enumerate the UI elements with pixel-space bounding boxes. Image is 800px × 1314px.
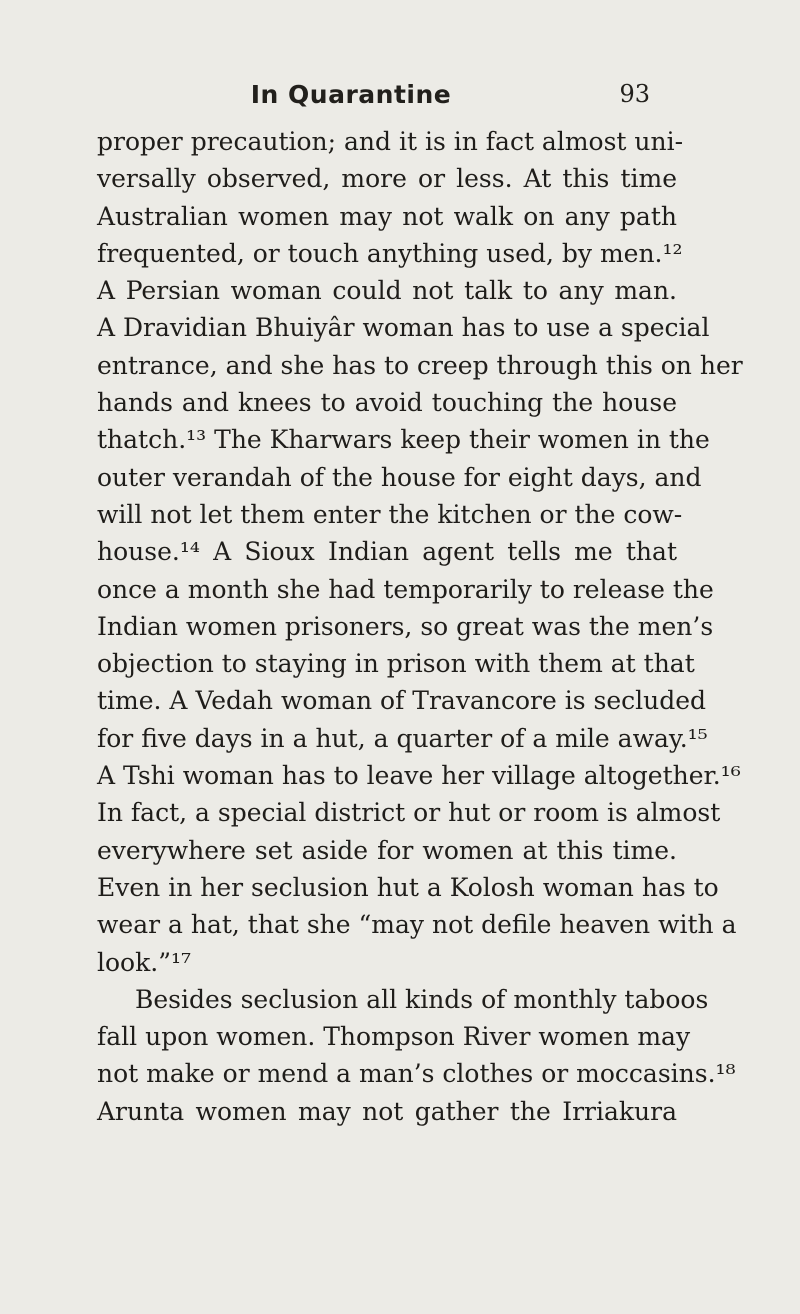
text-line: fall upon women. Thompson River women may [97,1022,691,1052]
text-line: proper precaution; and it is in fact almost uni- [97,127,684,156]
text-line: house.¹⁴ A Sioux Indian agent tells me that [97,537,677,567]
text-line: time. A Vedah woman of Travancore is secluded [97,686,707,716]
text-line: A Dravidian Bhuiyâr woman has to use a special [97,313,710,343]
text-line: everywhere set aside for women at this time. [97,835,677,865]
text-line: hands and knees to avoid touching the house [97,388,677,418]
text-line: Arunta women may not gather the Irriakura [97,1096,677,1126]
running-head: In Quarantine [250,80,452,109]
text-line: A Persian woman could not talk to any man. [97,276,677,306]
text-line: outer verandah of the house for eight days, and [97,462,702,492]
text-line: will not let them enter the kitchen or the cow- [97,499,683,529]
text-line: objection to staying in prison with them at that [97,649,695,679]
text-line: not make or mend a man’s clothes or moccasins.¹⁸ [97,1059,736,1089]
text-line: Australian women may not walk on any path [97,201,677,231]
text-line: wear a hat, that she “may not defile heaven with a [97,910,737,940]
text-line: frequented, or touch anything used, by men.¹² [97,238,683,268]
text-line: Besides seclusion all kinds of monthly taboos [135,984,709,1014]
text-line: Indian women prisoners, so great was the men’s [97,611,714,641]
body-text [97,123,743,1130]
text-line: thatch.¹³ The Kharwars keep their women in the [97,425,710,455]
text-line: Even in her seclusion hut a Kolosh woman has to [97,872,719,902]
text-line: In fact, a special district or hut or room is almost [97,798,721,828]
text-line: A Tshi woman has to leave her village altogether.¹⁶ [97,761,741,791]
text-line: once a month she had temporarily to release the [97,574,714,604]
text-line: for five days in a hut, a quarter of a mile away.¹⁵ [97,723,708,753]
text-line: look.”¹⁷ [97,947,192,977]
page-number: 93 [619,80,650,108]
text-line: entrance, and she has to creep through this on her [97,350,743,380]
text-line: versally observed, more or less. At this time [97,164,677,194]
